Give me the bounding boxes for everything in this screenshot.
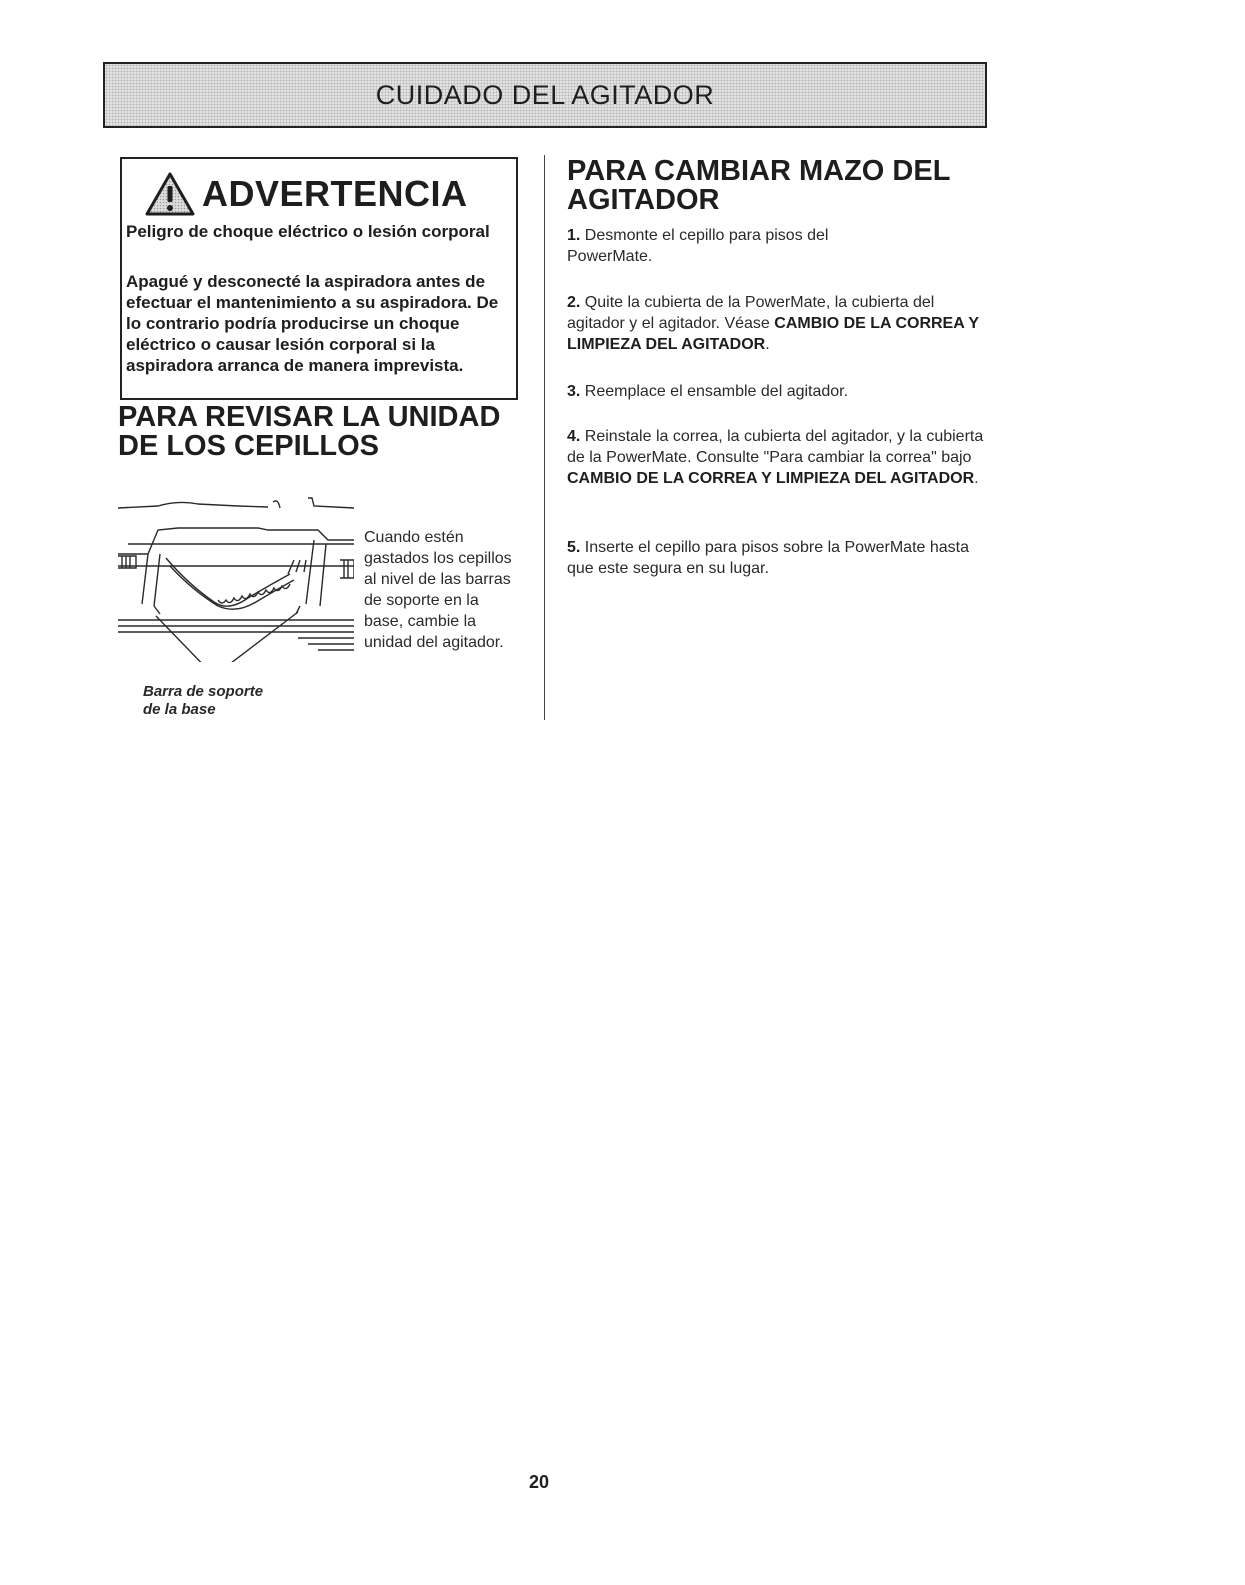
section-title-bar: [103, 62, 987, 128]
step-item: 2. Quite la cubierta de la PowerMate, la cubierta del agitador y el agitador. Véase CAMBIO DE LA CORREA Y LIMPIEZA DEL AGITADOR.: [567, 294, 979, 353]
section-reference: CAMBIO DE LA CORREA Y LIMPIEZA DEL AGITADOR: [567, 470, 975, 487]
warning-header: [144, 171, 468, 217]
step-item: 1. Desmonte el cepillo para pisos del PowerMate.: [567, 227, 829, 265]
warning-subtitle: Peligro de choque eléctrico o lesión corporal: [126, 222, 490, 241]
column-divider: [544, 155, 545, 720]
step-item: 5. Inserte el cepillo para pisos sobre la PowerMate hasta que este segura en su lugar.: [567, 539, 969, 577]
section-reference: CAMBIO DE LA CORREA Y LIMPIEZA DEL AGITADOR: [567, 315, 979, 353]
warning-body: Apagué y desconecté la aspiradora antes de efectuar el mantenimiento a su aspiradora. De lo contrario podría producirse un choque eléctrico o causar lesión corporal si la aspiradora arranca de manera imprevista.: [126, 272, 499, 375]
replace-agitator-heading: PARA CAMBIAR MAZO DEL AGITADOR: [567, 155, 950, 216]
inspect-brush-heading: PARA REVISAR LA UNIDAD DE LOS CEPILLOS: [118, 401, 501, 462]
step-item: 3. Reemplace el ensamble del agitador.: [567, 383, 849, 400]
page-number: 20: [529, 1472, 550, 1492]
figure-caption: Barra de soporte de la base: [143, 683, 264, 718]
brush-wear-instructions: Cuando estén gastados los cepillos al nivel de las barras de soporte en la base, cambie la unidad del agitador.: [364, 529, 512, 651]
warning-triangle-icon: [144, 171, 196, 217]
warning-title: ADVERTENCIA: [202, 173, 468, 214]
warning-box: [120, 157, 518, 400]
agitator-brush-illustration: [118, 494, 354, 662]
section-title: CUIDADO DEL AGITADOR: [375, 79, 715, 110]
step-item: 4. Reinstale la correa, la cubierta del agitador, y la cubierta de la PowerMate. Consulte "Para cambiar la correa" bajo CAMBIO DE LA CORREA Y LIMPIEZA DEL AGITADOR.: [567, 428, 984, 487]
